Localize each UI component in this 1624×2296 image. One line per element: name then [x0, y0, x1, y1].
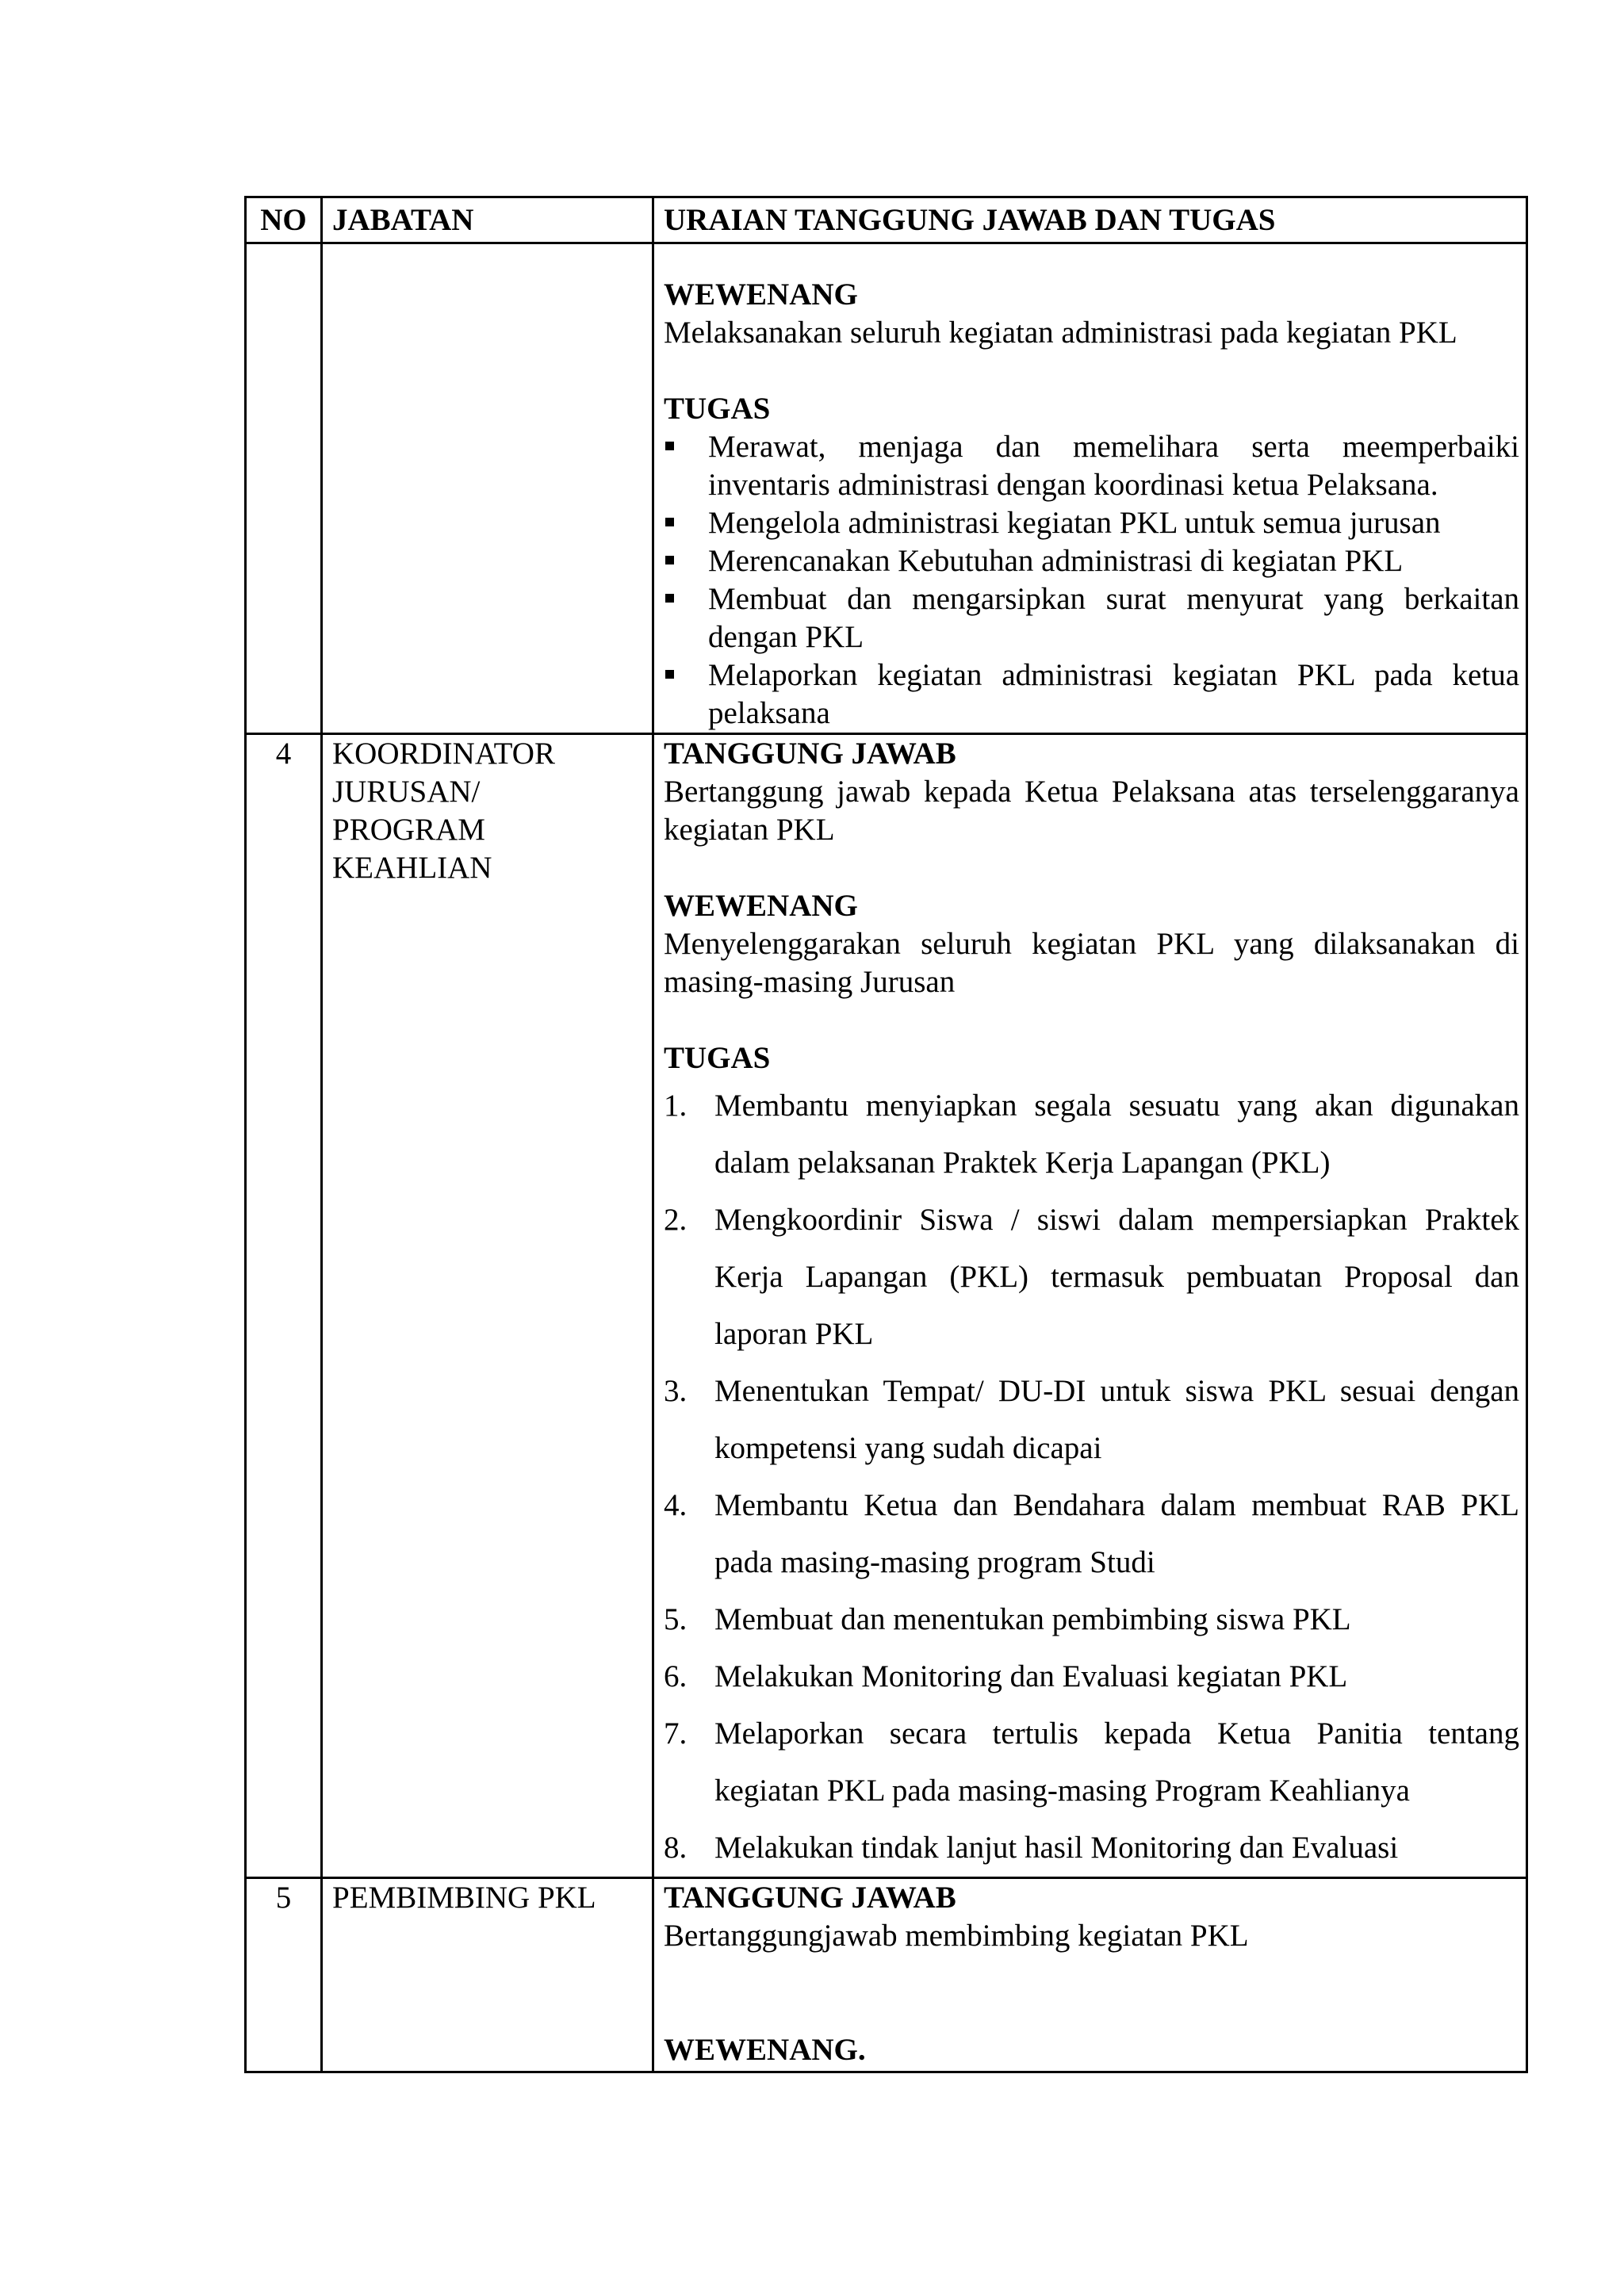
tugas-numbered-list [664, 1077, 1519, 1877]
square-bullet-icon [665, 556, 674, 564]
list-item: 1. Membantu menyiapkan segala sesuatu yang akan digunakan dalam pelaksanan Praktek Kerja Lapangan (PKL) [664, 1089, 1519, 1180]
list-item: 4. Membantu Ketua dan Bendahara dalam membuat RAB PKL pada masing-masing program Studi [664, 1488, 1519, 1579]
list-item: Merencanakan Kebutuhan administrasi di kegiatan PKL [664, 542, 1519, 580]
square-bullet-icon [665, 518, 674, 526]
table-row-continued [246, 243, 1527, 734]
square-bullet-icon [665, 442, 674, 450]
list-item: 5. Membuat dan menentukan pembimbing siswa PKL [664, 1602, 1351, 1636]
jabatan-line: JURUSAN/ [332, 775, 481, 809]
list-item: Merawat, menjaga dan memelihara serta meemperbaiki inventaris administrasi dengan koordinasi ketua Pelaksana. [664, 428, 1519, 504]
cell-jabatan-empty [322, 243, 653, 734]
wewenang-text: Melaksanakan seluruh kegiatan administrasi pada kegiatan PKL [664, 316, 1457, 350]
list-item: 2. Mengkoordinir Siswa / siswi dalam mempersiapkan Praktek Kerja Lapangan (PKL) termasuk pembuatan Proposal dan laporan PKL [664, 1203, 1519, 1351]
tanggung-jawab-text: Bertanggung jawab kepada Ketua Pelaksana atas terselenggaranya kegiatan PKL [664, 775, 1519, 847]
cell-no: 5 [246, 1878, 322, 2072]
list-item: Membuat dan mengarsipkan surat menyurat yang berkaitan dengan PKL [664, 580, 1519, 656]
jabatan-line: PROGRAM [332, 813, 485, 847]
tugas-bullet-list [664, 428, 1519, 733]
table-row-koordinator [246, 734, 1527, 1878]
list-item: 7. Melaporkan secara tertulis kepada Ketua Panitia tentang kegiatan PKL pada masing-masing Program Keahlianya [664, 1716, 1519, 1808]
cell-no-empty [246, 243, 322, 734]
responsibilities-table [244, 196, 1528, 2073]
tanggung-jawab-text: Bertanggungjawab membimbing kegiatan PKL [664, 1919, 1249, 1953]
jabatan-line: KEAHLIAN [332, 851, 492, 885]
tanggung-jawab-heading: TANGGUNG JAWAB [664, 737, 956, 771]
list-item: Melaporkan kegiatan administrasi kegiatan PKL pada ketua pelaksana [664, 656, 1519, 733]
tugas-heading: TUGAS [664, 392, 771, 426]
jabatan-line: KOORDINATOR [332, 737, 555, 771]
cell-jabatan [322, 734, 653, 1878]
tanggung-jawab-heading: TANGGUNG JAWAB [664, 1881, 956, 1915]
square-bullet-icon [665, 594, 674, 603]
list-item: 8. Melakukan tindak lanjut hasil Monitoring dan Evaluasi [664, 1831, 1399, 1865]
tugas-heading: TUGAS [664, 1041, 771, 1075]
cell-uraian [653, 1878, 1527, 2072]
square-bullet-icon [665, 670, 674, 679]
table-header-row [246, 197, 1527, 243]
header-uraian: URAIAN TANGGUNG JAWAB DAN TUGAS [653, 197, 1527, 243]
cell-jabatan: PEMBIMBING PKL [322, 1878, 653, 2072]
wewenang-heading: WEWENANG [664, 277, 858, 312]
table-row-pembimbing [246, 1878, 1527, 2072]
list-item: 6. Melakukan Monitoring dan Evaluasi kegiatan PKL [664, 1659, 1348, 1693]
wewenang-text: Menyelenggarakan seluruh kegiatan PKL yang dilaksanakan di masing-masing Jurusan [664, 927, 1519, 999]
wewenang-heading: WEWENANG. [664, 2033, 866, 2067]
list-item: Mengelola administrasi kegiatan PKL untuk semua jurusan [664, 504, 1519, 542]
cell-no: 4 [246, 734, 322, 1878]
list-item: 3. Menentukan Tempat/ DU-DI untuk siswa PKL sesuai dengan kompetensi yang sudah dicapai [664, 1374, 1519, 1465]
header-no: NO [246, 197, 322, 243]
header-jabatan: JABATAN [322, 197, 653, 243]
cell-uraian-continued [653, 243, 1527, 734]
wewenang-heading: WEWENANG [664, 889, 858, 923]
cell-uraian [653, 734, 1527, 1878]
